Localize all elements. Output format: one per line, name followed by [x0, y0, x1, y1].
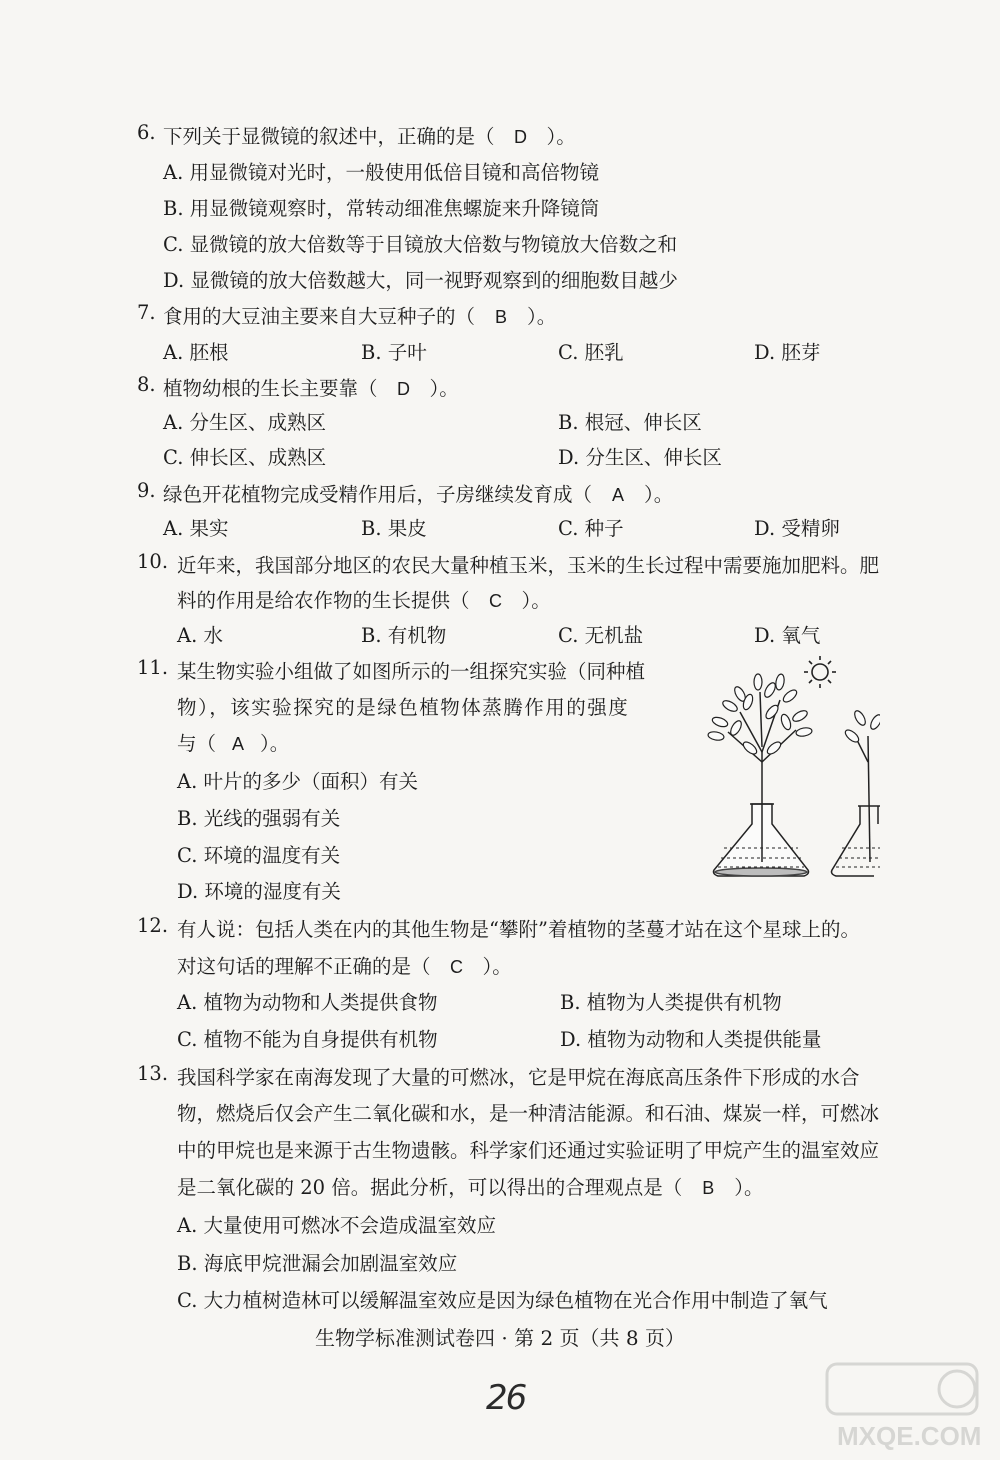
handwritten-page-number: 26: [486, 1378, 526, 1418]
question-stem: [163, 121, 576, 149]
stem-end: ）。: [527, 305, 557, 328]
option-c: C. 无机盐: [558, 624, 644, 647]
answer-letter: [431, 955, 483, 978]
option-c: C. 环境的温度有关: [177, 844, 341, 867]
option-a: A. 分生区、成熟区: [163, 411, 326, 434]
answer-letter: [216, 732, 260, 755]
answer-text: A: [612, 485, 625, 505]
question-stem: [163, 373, 459, 401]
option-c: C. 显微镜的放大倍数等于目镜放大倍数与物镜放大倍数之和: [163, 233, 678, 256]
option-d: D. 显微镜的放大倍数越大，同一视野观察到的细胞数目越少: [163, 269, 678, 292]
option-c: C. 伸长区、成熟区: [163, 446, 327, 469]
option-a: A. 植物为动物和人类提供食物: [177, 991, 438, 1014]
option-a: A. 大量使用可燃冰不会造成温室效应: [177, 1214, 496, 1237]
option-b: B. 用显微镜观察时，常转动细准焦螺旋来升降镜筒: [163, 197, 600, 220]
watermark-logo: [817, 1359, 992, 1454]
answer-text: B: [495, 307, 508, 327]
question-stem-line2: 物，燃烧后仅会产生二氧化碳和水，是一种清洁能源。和石油、煤炭一样，可燃冰: [177, 1102, 880, 1125]
answer-text: D: [514, 127, 528, 147]
question-number: 6.: [137, 121, 156, 144]
option-b: B. 植物为人类提供有机物: [560, 991, 782, 1014]
stem-end: ）。: [521, 589, 551, 612]
leaves-right-plant: [843, 709, 880, 744]
stem-text: 食用的大豆油主要来自大豆种子的（: [163, 305, 476, 328]
option-d: D. 胚芽: [754, 341, 821, 364]
question-stem-line3: 中的甲烷也是来源于古生物遗骸。科学家们还通过实验证明了甲烷产生的温室效应: [177, 1139, 880, 1162]
option-a: A. 叶片的多少（面积）有关: [177, 770, 418, 793]
stem-end: ）。: [546, 125, 576, 148]
question-stem: [163, 301, 556, 329]
question-stem-line1: 某生物实验小组做了如图所示的一组探究实验（同种植: [177, 660, 646, 683]
stem-end: ）。: [734, 1176, 764, 1199]
option-d: D. 分生区、伸长区: [558, 446, 722, 469]
stem-text: 下列关于显微镜的叙述中，正确的是（: [163, 125, 495, 148]
option-c: C. 种子: [558, 517, 624, 540]
stem-end: ）。: [644, 483, 674, 506]
answer-text: C: [450, 957, 464, 977]
option-d: D. 受精卵: [754, 517, 840, 540]
option-b: B. 海底甲烷泄漏会加剧温室效应: [177, 1252, 458, 1275]
option-a: A. 用显微镜对光时，一般使用低倍目镜和高倍物镜: [163, 161, 599, 184]
option-a: A. 胚根: [163, 341, 229, 364]
option-c: C. 胚乳: [558, 341, 624, 364]
question-stem: [177, 951, 512, 979]
stem-end: ）。: [260, 732, 290, 755]
transpiration-experiment-figure: [700, 652, 880, 892]
question-number: 8.: [137, 373, 156, 396]
answer-text: B: [702, 1178, 715, 1198]
answer-letter: [475, 305, 527, 328]
answer-letter: [470, 589, 522, 612]
option-a: A. 果实: [163, 517, 229, 540]
question-stem: [177, 728, 289, 756]
answer-text: A: [232, 734, 245, 754]
answer-text: D: [397, 379, 411, 399]
question-number: 11.: [137, 656, 169, 679]
watermark-text: MXQE.COM: [837, 1421, 982, 1451]
question-number: 13.: [137, 1062, 169, 1085]
stem-text: 植物幼根的生长主要靠（: [163, 377, 378, 400]
question-stem-line1: 我国科学家在南海发现了大量的可燃冰，它是甲烷在海底高压条件下形成的水合: [177, 1066, 860, 1089]
stem-text: 与（: [177, 732, 217, 755]
question-number: 7.: [137, 301, 156, 324]
option-d: D. 植物为动物和人类提供能量: [560, 1028, 822, 1051]
page-footer: 生物学标准测试卷四 · 第 2 页（共 8 页）: [315, 1326, 685, 1350]
answer-letter: [495, 125, 547, 148]
question-number: 12.: [137, 914, 169, 937]
option-c: C. 植物不能为自身提供有机物: [177, 1028, 438, 1051]
question-stem-line2: 物），该实验探究的是绿色植物体蒸腾作用的强度: [177, 696, 630, 719]
option-a: A. 水: [177, 624, 223, 647]
sun-icon: [804, 656, 836, 688]
question-stem: [177, 1172, 763, 1200]
option-d: D. 环境的湿度有关: [177, 880, 341, 903]
question-number: 9.: [137, 479, 156, 502]
option-b: B. 子叶: [361, 341, 427, 364]
stem-text: 是二氧化碳的 20 倍。据此分析，可以得出的合理观点是（: [177, 1176, 683, 1199]
question-stem-line1: 近年来，我国部分地区的农民大量种植玉米，玉米的生长过程中需要施加肥料。肥: [177, 554, 880, 577]
option-b: B. 根冠、伸长区: [558, 411, 702, 434]
option-b: B. 有机物: [361, 624, 447, 647]
option-b: B. 光线的强弱有关: [177, 807, 341, 830]
option-c: C. 大力植树造林可以缓解温室效应是因为绿色植物在光合作用中制造了氧气: [177, 1289, 828, 1312]
flask-few-leaves: [830, 736, 881, 876]
answer-letter: [682, 1176, 734, 1199]
option-b: B. 果皮: [361, 517, 427, 540]
stem-end: ）。: [482, 955, 512, 978]
question-stem: [177, 585, 551, 613]
question-stem: [163, 479, 673, 507]
answer-letter: [592, 483, 644, 506]
leaves-left-plant: [707, 673, 812, 756]
answer-text: C: [489, 591, 503, 611]
option-d: D. 氧气: [754, 624, 821, 647]
answer-letter: [378, 377, 430, 400]
stem-end: ）。: [429, 377, 459, 400]
stem-text: 料的作用是给农作物的生长提供（: [177, 589, 470, 612]
question-number: 10.: [137, 550, 169, 573]
stem-text: 绿色开花植物完成受精作用后，子房继续发育成（: [163, 483, 593, 506]
stem-text: 对这句话的理解不正确的是（: [177, 955, 431, 978]
question-stem-line1: 有人说：包括人类在内的其他生物是“攀附”着植物的茎蔓才站在这个星球上的。: [177, 918, 860, 941]
